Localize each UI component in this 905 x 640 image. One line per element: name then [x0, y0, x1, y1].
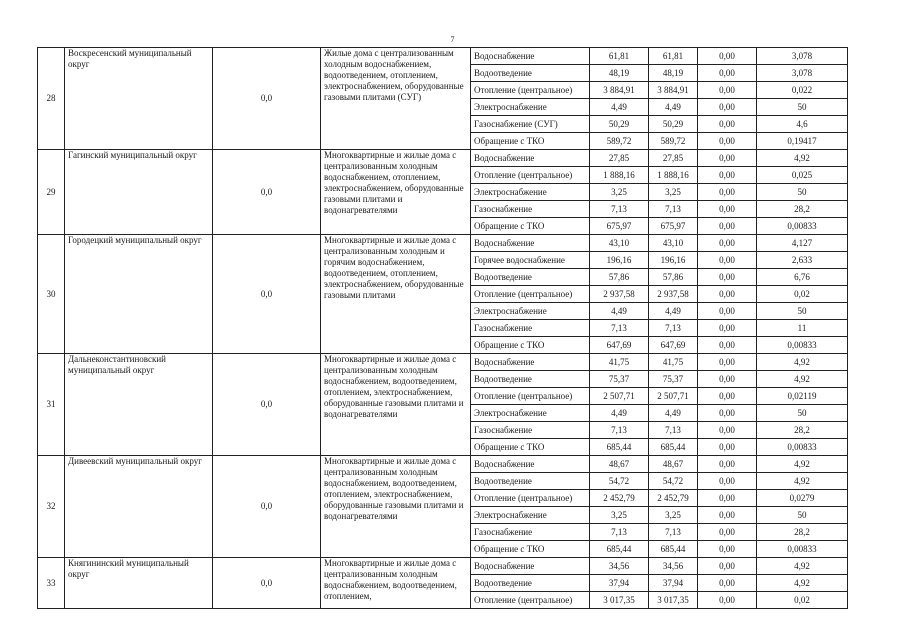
utility-name-cell: Водоотведение: [471, 371, 590, 388]
utility-name-cell: Газоснабжение (СУГ): [471, 116, 590, 133]
tariff-value-cell: 61,81: [590, 48, 649, 65]
price-value-cell: 4,49: [649, 99, 698, 116]
norm-value-cell: 4,92: [757, 371, 848, 388]
district-name-cell: Воскресенский муниципальный округ: [65, 48, 213, 150]
increase-value-cell: 0,00: [698, 371, 757, 388]
tariff-value-cell: 589,72: [590, 133, 649, 150]
tariff-value-cell: 75,37: [590, 371, 649, 388]
increase-value-cell: 0,00: [698, 558, 757, 575]
table-body: [38, 48, 848, 609]
housing-type-cell: Многоквартирные и жилые дома с централизованным холодным водоснабжением, водоотведением, отоплением, электроснабжением, оборудованные газовыми плитами и водонагревателями: [321, 354, 471, 456]
price-value-cell: 43,10: [649, 235, 698, 252]
increase-value-cell: 0,00: [698, 184, 757, 201]
utility-name-cell: Водоснабжение: [471, 150, 590, 167]
increase-value-cell: 0,00: [698, 575, 757, 592]
price-value-cell: 3,25: [649, 507, 698, 524]
increase-value-cell: 0,00: [698, 82, 757, 99]
tariff-value-cell: 3 017,35: [590, 592, 649, 609]
tariff-value-cell: 41,75: [590, 354, 649, 371]
increase-value-cell: 0,00: [698, 456, 757, 473]
utility-name-cell: Обращение с ТКО: [471, 541, 590, 558]
norm-value-cell: 0,02: [757, 592, 848, 609]
price-value-cell: 685,44: [649, 541, 698, 558]
tariff-table: [37, 47, 848, 609]
price-value-cell: 1 888,16: [649, 167, 698, 184]
price-value-cell: 685,44: [649, 439, 698, 456]
price-value-cell: 2 507,71: [649, 388, 698, 405]
price-value-cell: 7,13: [649, 201, 698, 218]
norm-value-cell: 3,078: [757, 48, 848, 65]
norm-value-cell: 0,02: [757, 286, 848, 303]
table-row: [38, 150, 848, 167]
increase-value-cell: 0,00: [698, 490, 757, 507]
norm-value-cell: 50: [757, 303, 848, 320]
norm-value-cell: 0,00833: [757, 541, 848, 558]
price-value-cell: 196,16: [649, 252, 698, 269]
tariff-value-cell: 3 884,91: [590, 82, 649, 99]
utility-name-cell: Водоснабжение: [471, 558, 590, 575]
norm-value-cell: 2,633: [757, 252, 848, 269]
utility-name-cell: Водоснабжение: [471, 354, 590, 371]
utility-name-cell: Обращение с ТКО: [471, 133, 590, 150]
increase-value-cell: 0,00: [698, 541, 757, 558]
tariff-value-cell: 7,13: [590, 524, 649, 541]
increase-value-cell: 0,00: [698, 201, 757, 218]
tariff-value-cell: 2 452,79: [590, 490, 649, 507]
price-value-cell: 41,75: [649, 354, 698, 371]
price-value-cell: 7,13: [649, 524, 698, 541]
price-value-cell: 7,13: [649, 320, 698, 337]
utility-name-cell: Водоснабжение: [471, 456, 590, 473]
increase-value-cell: 0,00: [698, 269, 757, 286]
price-value-cell: 3 017,35: [649, 592, 698, 609]
increase-value-cell: 0,00: [698, 388, 757, 405]
price-value-cell: 61,81: [649, 48, 698, 65]
share-value-cell: 0,0: [213, 354, 321, 456]
housing-type-cell: Многоквартирные и жилые дома с централизованным холодным водоснабжением, водоотведением, отоплением, электроснабжением, оборудованные газовыми плитами и водонагревателями: [321, 456, 471, 558]
increase-value-cell: 0,00: [698, 65, 757, 82]
norm-value-cell: 50: [757, 184, 848, 201]
norm-value-cell: 0,00833: [757, 337, 848, 354]
norm-value-cell: 0,02119: [757, 388, 848, 405]
price-value-cell: 34,56: [649, 558, 698, 575]
utility-name-cell: Водоотведение: [471, 575, 590, 592]
price-value-cell: 7,13: [649, 422, 698, 439]
increase-value-cell: 0,00: [698, 592, 757, 609]
tariff-value-cell: 7,13: [590, 422, 649, 439]
district-name-cell: Гагинский муниципальный округ: [65, 150, 213, 235]
row-number-cell: 32: [38, 456, 65, 558]
norm-value-cell: 4,92: [757, 473, 848, 490]
price-value-cell: 3,25: [649, 184, 698, 201]
table-row: [38, 354, 848, 371]
tariff-value-cell: 685,44: [590, 541, 649, 558]
utility-name-cell: Электроснабжение: [471, 99, 590, 116]
utility-name-cell: Электроснабжение: [471, 507, 590, 524]
district-name-cell: Городецкий муниципальный округ: [65, 235, 213, 354]
share-value-cell: 0,0: [213, 456, 321, 558]
price-value-cell: 2 452,79: [649, 490, 698, 507]
row-number-cell: 30: [38, 235, 65, 354]
increase-value-cell: 0,00: [698, 286, 757, 303]
utility-name-cell: Водоотведение: [471, 65, 590, 82]
district-name-cell: Дальнеконстантиновский муниципальный округ: [65, 354, 213, 456]
price-value-cell: 4,49: [649, 303, 698, 320]
norm-value-cell: 28,2: [757, 201, 848, 218]
increase-value-cell: 0,00: [698, 405, 757, 422]
table-row: [38, 235, 848, 252]
price-value-cell: 37,94: [649, 575, 698, 592]
table-row: [38, 456, 848, 473]
table-row: [38, 48, 848, 65]
utility-name-cell: Газоснабжение: [471, 524, 590, 541]
increase-value-cell: 0,00: [698, 337, 757, 354]
norm-value-cell: 50: [757, 99, 848, 116]
utility-name-cell: Электроснабжение: [471, 184, 590, 201]
utility-name-cell: Отопление (центральное): [471, 286, 590, 303]
increase-value-cell: 0,00: [698, 320, 757, 337]
norm-value-cell: 28,2: [757, 524, 848, 541]
norm-value-cell: 0,0279: [757, 490, 848, 507]
utility-name-cell: Водоснабжение: [471, 235, 590, 252]
utility-name-cell: Обращение с ТКО: [471, 439, 590, 456]
utility-name-cell: Отопление (центральное): [471, 167, 590, 184]
price-value-cell: 3 884,91: [649, 82, 698, 99]
tariff-value-cell: 675,97: [590, 218, 649, 235]
utility-name-cell: Горячее водоснабжение: [471, 252, 590, 269]
tariff-value-cell: 3,25: [590, 184, 649, 201]
tariff-value-cell: 1 888,16: [590, 167, 649, 184]
housing-type-cell: Жилые дома с централизованным холодным водоснабжением, водоотведением, отоплением, электроснабжением, оборудованные газовыми плитами (СУГ): [321, 48, 471, 150]
norm-value-cell: 50: [757, 507, 848, 524]
increase-value-cell: 0,00: [698, 303, 757, 320]
norm-value-cell: 11: [757, 320, 848, 337]
increase-value-cell: 0,00: [698, 167, 757, 184]
tariff-value-cell: 27,85: [590, 150, 649, 167]
increase-value-cell: 0,00: [698, 218, 757, 235]
share-value-cell: 0,0: [213, 48, 321, 150]
tariff-value-cell: 7,13: [590, 320, 649, 337]
row-number-cell: 31: [38, 354, 65, 456]
increase-value-cell: 0,00: [698, 422, 757, 439]
tariff-value-cell: 685,44: [590, 439, 649, 456]
table-row: [38, 558, 848, 575]
price-value-cell: 27,85: [649, 150, 698, 167]
tariff-value-cell: 4,49: [590, 405, 649, 422]
row-number-cell: 29: [38, 150, 65, 235]
tariff-value-cell: 43,10: [590, 235, 649, 252]
norm-value-cell: 3,078: [757, 65, 848, 82]
utility-name-cell: Отопление (центральное): [471, 490, 590, 507]
tariff-value-cell: 37,94: [590, 575, 649, 592]
housing-type-cell: Многоквартирные и жилые дома с централизованным холодным водоснабжением, водоотведением, отоплением,: [321, 558, 471, 609]
tariff-value-cell: 4,49: [590, 303, 649, 320]
price-value-cell: 75,37: [649, 371, 698, 388]
utility-name-cell: Водоотведение: [471, 269, 590, 286]
norm-value-cell: 4,127: [757, 235, 848, 252]
increase-value-cell: 0,00: [698, 524, 757, 541]
increase-value-cell: 0,00: [698, 48, 757, 65]
norm-value-cell: 0,00833: [757, 439, 848, 456]
norm-value-cell: 6,76: [757, 269, 848, 286]
norm-value-cell: 0,00833: [757, 218, 848, 235]
price-value-cell: 4,49: [649, 405, 698, 422]
price-value-cell: 54,72: [649, 473, 698, 490]
price-value-cell: 48,67: [649, 456, 698, 473]
price-value-cell: 647,69: [649, 337, 698, 354]
price-value-cell: 675,97: [649, 218, 698, 235]
tariff-value-cell: 50,29: [590, 116, 649, 133]
tariff-value-cell: 3,25: [590, 507, 649, 524]
norm-value-cell: 4,92: [757, 150, 848, 167]
housing-type-cell: Многоквартирные и жилые дома с централизованным холодным и горячим водоснабжением, водоотведением, отоплением, электроснабжением, оборудованные газовыми плитами: [321, 235, 471, 354]
increase-value-cell: 0,00: [698, 507, 757, 524]
price-value-cell: 48,19: [649, 65, 698, 82]
utility-name-cell: Обращение с ТКО: [471, 337, 590, 354]
utility-name-cell: Отопление (центральное): [471, 82, 590, 99]
utility-name-cell: Отопление (центральное): [471, 592, 590, 609]
share-value-cell: 0,0: [213, 150, 321, 235]
share-value-cell: 0,0: [213, 558, 321, 609]
tariff-value-cell: 196,16: [590, 252, 649, 269]
norm-value-cell: 28,2: [757, 422, 848, 439]
tariff-value-cell: 647,69: [590, 337, 649, 354]
increase-value-cell: 0,00: [698, 473, 757, 490]
norm-value-cell: 0,19417: [757, 133, 848, 150]
tariff-value-cell: 54,72: [590, 473, 649, 490]
utility-name-cell: Обращение с ТКО: [471, 218, 590, 235]
increase-value-cell: 0,00: [698, 99, 757, 116]
utility-name-cell: Газоснабжение: [471, 320, 590, 337]
tariff-value-cell: 2 507,71: [590, 388, 649, 405]
housing-type-cell: Многоквартирные и жилые дома с централизованным холодным водоснабжением, отоплением, электроснабжением, оборудованные газовыми плитами и водонагревателями: [321, 150, 471, 235]
share-value-cell: 0,0: [213, 235, 321, 354]
tariff-value-cell: 7,13: [590, 201, 649, 218]
tariff-value-cell: 34,56: [590, 558, 649, 575]
price-value-cell: 2 937,58: [649, 286, 698, 303]
utility-name-cell: Электроснабжение: [471, 405, 590, 422]
increase-value-cell: 0,00: [698, 439, 757, 456]
tariff-value-cell: 4,49: [590, 99, 649, 116]
increase-value-cell: 0,00: [698, 235, 757, 252]
tariff-value-cell: 2 937,58: [590, 286, 649, 303]
utility-name-cell: Газоснабжение: [471, 201, 590, 218]
norm-value-cell: 0,025: [757, 167, 848, 184]
increase-value-cell: 0,00: [698, 252, 757, 269]
increase-value-cell: 0,00: [698, 150, 757, 167]
price-value-cell: 589,72: [649, 133, 698, 150]
utility-name-cell: Электроснабжение: [471, 303, 590, 320]
price-value-cell: 50,29: [649, 116, 698, 133]
district-name-cell: Дивеевский муниципальный округ: [65, 456, 213, 558]
utility-name-cell: Газоснабжение: [471, 422, 590, 439]
norm-value-cell: 4,92: [757, 354, 848, 371]
norm-value-cell: 4,92: [757, 575, 848, 592]
increase-value-cell: 0,00: [698, 133, 757, 150]
page-number: 7: [450, 35, 455, 44]
increase-value-cell: 0,00: [698, 354, 757, 371]
tariff-value-cell: 48,19: [590, 65, 649, 82]
utility-name-cell: Водоотведение: [471, 473, 590, 490]
norm-value-cell: 0,022: [757, 82, 848, 99]
utility-name-cell: Водоснабжение: [471, 48, 590, 65]
utility-name-cell: Отопление (центральное): [471, 388, 590, 405]
norm-value-cell: 4,92: [757, 456, 848, 473]
increase-value-cell: 0,00: [698, 116, 757, 133]
norm-value-cell: 4,92: [757, 558, 848, 575]
tariff-value-cell: 48,67: [590, 456, 649, 473]
price-value-cell: 57,86: [649, 269, 698, 286]
tariff-value-cell: 57,86: [590, 269, 649, 286]
row-number-cell: 28: [38, 48, 65, 150]
district-name-cell: Княгининский муниципальный округ: [65, 558, 213, 609]
row-number-cell: 33: [38, 558, 65, 609]
norm-value-cell: 50: [757, 405, 848, 422]
norm-value-cell: 4,6: [757, 116, 848, 133]
